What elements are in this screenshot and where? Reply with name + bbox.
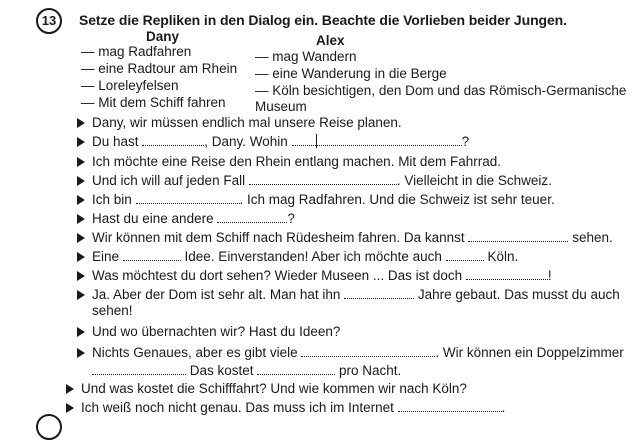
- column-head-alex: Alex: [316, 33, 345, 48]
- dialog-line: [77, 114, 402, 132]
- dialog-text: Dany, wir müssen endlich mal unsere Reise planen.: [92, 115, 402, 130]
- dialog-text: !: [547, 268, 552, 283]
- arrow-icon: [66, 403, 74, 413]
- dialog-text: . Wir können ein Doppelzimmer: [435, 345, 624, 360]
- dialog-text: pro Nacht.: [335, 363, 402, 378]
- dialog-text: Und ich will auf jeden Fall: [92, 173, 249, 188]
- dialog-text: Jahre gebaut. Das musst du auch: [414, 287, 620, 302]
- arrow-icon: [77, 252, 85, 262]
- dialog-text: ?: [461, 134, 470, 149]
- dialog-line: [77, 323, 340, 341]
- dialog-text: Köln.: [483, 249, 519, 264]
- arrow-icon: [77, 233, 85, 243]
- arrow-icon: [77, 195, 85, 205]
- blank-field[interactable]: [217, 210, 287, 223]
- alex-pref-item: — mag Wandern: [255, 49, 357, 64]
- dialog-line: [77, 344, 624, 362]
- dialog-line: [77, 133, 469, 151]
- dialog-text: , Dany. Wohin: [204, 134, 292, 149]
- next-exercise-number: [36, 414, 62, 440]
- blank-field[interactable]: [136, 191, 240, 204]
- blank-field[interactable]: [301, 344, 435, 357]
- dialog-line: [77, 248, 518, 266]
- dialog-text: ?: [287, 211, 295, 226]
- blank-field[interactable]: [142, 133, 204, 146]
- blank-field[interactable]: [468, 229, 568, 242]
- dialog-line: [77, 172, 552, 190]
- dialog-text: Und was kostet die Schifffahrt? Und wie kommen wir nach Köln?: [81, 381, 467, 396]
- arrow-icon: [77, 214, 85, 224]
- blank-field[interactable]: [292, 133, 462, 146]
- dialog-text: .: [501, 400, 506, 415]
- blank-field[interactable]: [466, 267, 548, 280]
- alex-pref-item: — eine Wanderung in die Berge: [255, 66, 447, 81]
- dialog-line: [77, 210, 295, 228]
- blank-field[interactable]: [398, 399, 502, 412]
- blank-field[interactable]: [257, 362, 335, 375]
- dany-pref-item: — Mit dem Schiff fahren: [81, 95, 226, 110]
- arrow-icon: [77, 327, 85, 337]
- dialog-line: [77, 153, 501, 171]
- blank-field[interactable]: [92, 362, 186, 375]
- arrow-icon: [77, 137, 85, 147]
- dany-pref-item: — eine Radtour am Rhein: [81, 61, 238, 76]
- dialog-text: Und wo übernachten wir? Hast du Ideen?: [92, 324, 341, 339]
- blank-field[interactable]: [123, 248, 181, 261]
- dialog-text: Ja. Aber der Dom ist sehr alt. Man hat ihn: [92, 287, 345, 302]
- dialog-line: [66, 380, 467, 398]
- dialog-text: Ich weiß noch nicht genau. Das muss ich im Internet: [81, 400, 398, 415]
- dialog-text: . Ich mag Radfahren. Und die Schweiz ist sehr teuer.: [239, 192, 555, 207]
- dialog-text: Eine: [92, 249, 123, 264]
- text-cursor: [316, 134, 317, 148]
- column-head-dany: Dany: [146, 29, 180, 44]
- arrow-icon: [77, 271, 85, 281]
- dialog-line: [77, 191, 555, 209]
- dialog-text: sehen.: [568, 230, 613, 245]
- alex-pref-item: Museum: [255, 99, 307, 114]
- arrow-icon: [77, 176, 85, 186]
- dany-pref-item: — Loreleyfelsen: [81, 78, 179, 93]
- dany-pref-item: — mag Radfahren: [81, 44, 192, 59]
- dialog-text: Idee. Einverstanden! Aber ich möchte auch: [180, 249, 446, 264]
- dialog-text: Wir können mit dem Schiff nach Rüdesheim fahren. Da kannst: [92, 230, 469, 245]
- dialog-text: Du hast: [92, 134, 143, 149]
- dialog-text: . Vielleicht in die Schweiz.: [396, 173, 552, 188]
- blank-field[interactable]: [249, 172, 397, 185]
- dialog-text: Ich bin: [92, 192, 136, 207]
- dialog-line: [77, 286, 620, 304]
- dialog-text: Nichts Genaues, aber es gibt viele: [92, 345, 302, 360]
- blank-field[interactable]: [446, 248, 484, 261]
- dialog-line: [77, 229, 613, 247]
- exercise-title: Setze die Repliken in den Dialog ein. Beachte die Vorlieben beider Jungen.: [79, 12, 567, 28]
- dialog-text: Das kostet: [186, 363, 258, 378]
- dialog-text: Was möchtest du dort sehen? Wieder Museen ... Das ist doch: [92, 268, 466, 283]
- dialog-line-continuation: [92, 362, 401, 380]
- arrow-icon: [77, 348, 85, 358]
- exercise-number: 13: [36, 8, 62, 34]
- blank-field[interactable]: [344, 286, 414, 299]
- arrow-icon: [77, 118, 85, 128]
- dialog-line: [77, 267, 552, 285]
- dialog-text: Hast du eine andere: [92, 211, 218, 226]
- dialog-text: Ich möchte eine Reise den Rhein entlang machen. Mit dem Fahrrad.: [92, 154, 501, 169]
- arrow-icon: [77, 290, 85, 300]
- alex-pref-item: — Köln besichtigen, den Dom und das Römisch-Germanische: [255, 83, 627, 98]
- dialog-line: [66, 399, 505, 417]
- arrow-icon: [77, 157, 85, 167]
- arrow-icon: [66, 384, 74, 394]
- dialog-line-continuation: sehen!: [92, 303, 133, 318]
